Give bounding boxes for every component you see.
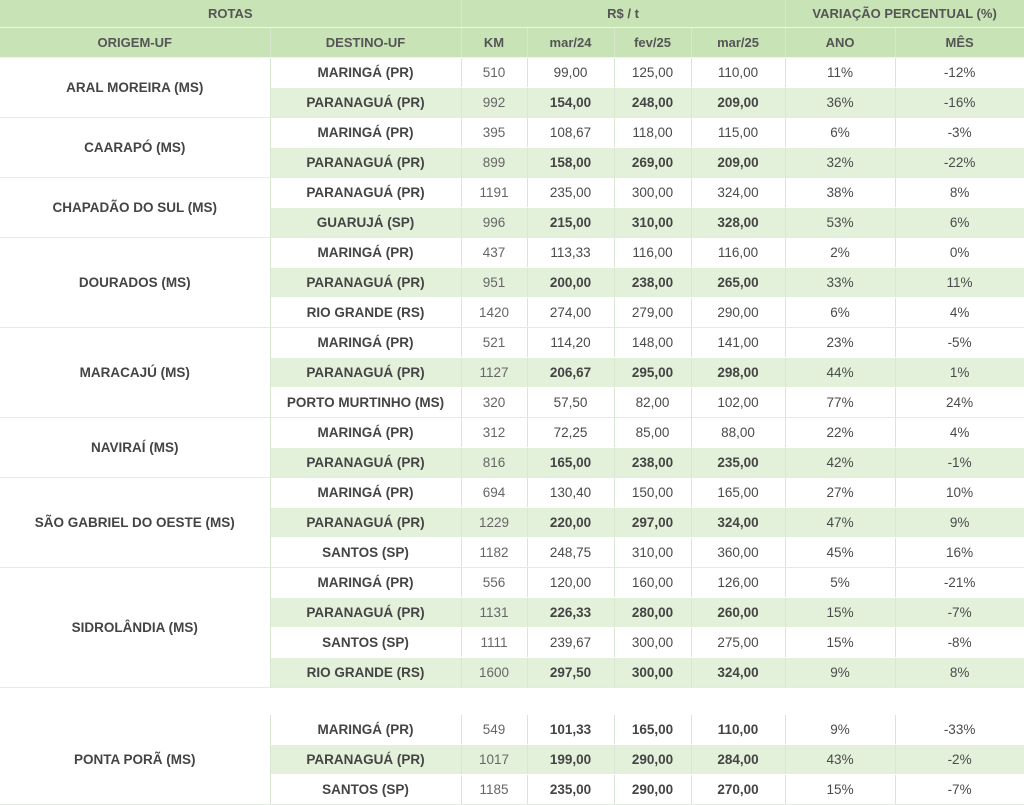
mar25-cell: 110,00 [691, 715, 785, 745]
mar24-cell: 220,00 [527, 508, 614, 538]
fev25-cell: 125,00 [614, 58, 691, 88]
mar24-cell: 72,25 [527, 418, 614, 448]
destination-cell: PARANAGUÁ (PR) [270, 268, 461, 298]
fev25-cell: 118,00 [614, 118, 691, 148]
month-variation-cell: 8% [895, 658, 1024, 688]
destination-cell: MARINGÁ (PR) [270, 328, 461, 358]
month-variation-cell: 4% [895, 418, 1024, 448]
mar24-cell: 206,67 [527, 358, 614, 388]
km-cell: 521 [461, 328, 527, 358]
col-destination: DESTINO-UF [270, 28, 461, 58]
table-header [0, 0, 1024, 58]
km-cell: 1017 [461, 745, 527, 775]
destination-cell: MARINGÁ (PR) [270, 58, 461, 88]
year-variation-cell: 6% [785, 118, 895, 148]
month-variation-cell: -21% [895, 568, 1024, 598]
header-price: R$ / t [461, 0, 785, 28]
mar25-cell: 88,00 [691, 418, 785, 448]
month-variation-cell: 10% [895, 478, 1024, 508]
fev25-cell: 85,00 [614, 418, 691, 448]
origin-cell: CHAPADÃO DO SUL (MS) [0, 178, 270, 238]
table-row [0, 418, 1024, 448]
fev25-cell: 116,00 [614, 238, 691, 268]
destination-cell: PARANAGUÁ (PR) [270, 598, 461, 628]
year-variation-cell: 42% [785, 448, 895, 478]
col-mar25: mar/25 [691, 28, 785, 58]
destination-cell: PARANAGUÁ (PR) [270, 358, 461, 388]
table-row [0, 568, 1024, 598]
km-cell: 1420 [461, 298, 527, 328]
fev25-cell: 279,00 [614, 298, 691, 328]
year-variation-cell: 22% [785, 418, 895, 448]
destination-cell: PARANAGUÁ (PR) [270, 448, 461, 478]
km-cell: 437 [461, 238, 527, 268]
table-row [0, 328, 1024, 358]
table-row [0, 238, 1024, 268]
mar25-cell: 298,00 [691, 358, 785, 388]
col-km: KM [461, 28, 527, 58]
destination-cell: MARINGÁ (PR) [270, 238, 461, 268]
km-cell: 816 [461, 448, 527, 478]
origin-cell: ARAL MOREIRA (MS) [0, 58, 270, 118]
km-cell: 996 [461, 208, 527, 238]
km-cell: 1131 [461, 598, 527, 628]
fev25-cell: 165,00 [614, 715, 691, 745]
km-cell: 312 [461, 418, 527, 448]
table-row [0, 478, 1024, 508]
mar24-cell: 57,50 [527, 388, 614, 418]
month-variation-cell: -3% [895, 118, 1024, 148]
header-variation: VARIAÇÃO PERCENTUAL (%) [785, 0, 1024, 28]
month-variation-cell: -8% [895, 628, 1024, 658]
fev25-cell: 160,00 [614, 568, 691, 598]
col-fev25: fev/25 [614, 28, 691, 58]
fev25-cell: 300,00 [614, 178, 691, 208]
mar24-cell: 154,00 [527, 88, 614, 118]
month-variation-cell: -16% [895, 88, 1024, 118]
destination-cell: RIO GRANDE (RS) [270, 298, 461, 328]
col-origin: ORIGEM-UF [0, 28, 270, 58]
km-cell: 1229 [461, 508, 527, 538]
month-variation-cell: -5% [895, 328, 1024, 358]
mar24-cell: 165,00 [527, 448, 614, 478]
year-variation-cell: 45% [785, 538, 895, 568]
mar25-cell: 275,00 [691, 628, 785, 658]
col-mar24: mar/24 [527, 28, 614, 58]
table-body [0, 58, 1024, 688]
mar25-cell: 116,00 [691, 238, 785, 268]
month-variation-cell: 1% [895, 358, 1024, 388]
km-cell: 992 [461, 88, 527, 118]
destination-cell: SANTOS (SP) [270, 775, 461, 805]
destination-cell: PARANAGUÁ (PR) [270, 745, 461, 775]
origin-cell: MARACAJÚ (MS) [0, 328, 270, 418]
mar25-cell: 324,00 [691, 508, 785, 538]
mar25-cell: 165,00 [691, 478, 785, 508]
month-variation-cell: -22% [895, 148, 1024, 178]
km-cell: 1182 [461, 538, 527, 568]
mar24-cell: 108,67 [527, 118, 614, 148]
year-variation-cell: 15% [785, 598, 895, 628]
year-variation-cell: 2% [785, 238, 895, 268]
mar25-cell: 126,00 [691, 568, 785, 598]
origin-cell: NAVIRAÍ (MS) [0, 418, 270, 478]
destination-cell: GUARUJÁ (SP) [270, 208, 461, 238]
origin-cell: SIDROLÂNDIA (MS) [0, 568, 270, 688]
mar24-cell: 130,40 [527, 478, 614, 508]
year-variation-cell: 77% [785, 388, 895, 418]
table-spacer [0, 688, 1024, 716]
destination-cell: MARINGÁ (PR) [270, 118, 461, 148]
km-cell: 549 [461, 715, 527, 745]
destination-cell: SANTOS (SP) [270, 538, 461, 568]
month-variation-cell: 16% [895, 538, 1024, 568]
month-variation-cell: -12% [895, 58, 1024, 88]
destination-cell: MARINGÁ (PR) [270, 478, 461, 508]
mar24-cell: 113,33 [527, 238, 614, 268]
header-routes: ROTAS [0, 0, 461, 28]
destination-cell: MARINGÁ (PR) [270, 568, 461, 598]
destination-cell: PARANAGUÁ (PR) [270, 88, 461, 118]
km-cell: 899 [461, 148, 527, 178]
mar25-cell: 235,00 [691, 448, 785, 478]
fev25-cell: 280,00 [614, 598, 691, 628]
month-variation-cell: 0% [895, 238, 1024, 268]
km-cell: 556 [461, 568, 527, 598]
mar24-cell: 158,00 [527, 148, 614, 178]
fev25-cell: 82,00 [614, 388, 691, 418]
fev25-cell: 248,00 [614, 88, 691, 118]
origin-cell: SÃO GABRIEL DO OESTE (MS) [0, 478, 270, 568]
km-cell: 694 [461, 478, 527, 508]
km-cell: 510 [461, 58, 527, 88]
origin-cell: DOURADOS (MS) [0, 238, 270, 328]
month-variation-cell: -1% [895, 448, 1024, 478]
mar24-cell: 297,50 [527, 658, 614, 688]
km-cell: 1600 [461, 658, 527, 688]
mar24-cell: 215,00 [527, 208, 614, 238]
table-row [0, 118, 1024, 148]
destination-cell: PARANAGUÁ (PR) [270, 178, 461, 208]
fev25-cell: 300,00 [614, 628, 691, 658]
month-variation-cell: 11% [895, 268, 1024, 298]
spacer-cell [0, 688, 1024, 716]
year-variation-cell: 33% [785, 268, 895, 298]
destination-cell: RIO GRANDE (RS) [270, 658, 461, 688]
year-variation-cell: 47% [785, 508, 895, 538]
month-variation-cell: -2% [895, 745, 1024, 775]
origin-cell: PONTA PORÃ (MS) [0, 715, 270, 805]
km-cell: 951 [461, 268, 527, 298]
mar24-cell: 101,33 [527, 715, 614, 745]
fev25-cell: 238,00 [614, 268, 691, 298]
mar25-cell: 209,00 [691, 148, 785, 178]
mar25-cell: 324,00 [691, 658, 785, 688]
km-cell: 395 [461, 118, 527, 148]
fev25-cell: 290,00 [614, 775, 691, 805]
month-variation-cell: 6% [895, 208, 1024, 238]
destination-cell: SANTOS (SP) [270, 628, 461, 658]
fev25-cell: 150,00 [614, 478, 691, 508]
mar24-cell: 235,00 [527, 775, 614, 805]
year-variation-cell: 11% [785, 58, 895, 88]
col-year: ANO [785, 28, 895, 58]
fev25-cell: 310,00 [614, 208, 691, 238]
km-cell: 1111 [461, 628, 527, 658]
km-cell: 320 [461, 388, 527, 418]
mar25-cell: 290,00 [691, 298, 785, 328]
origin-cell: CAARAPÓ (MS) [0, 118, 270, 178]
mar24-cell: 248,75 [527, 538, 614, 568]
month-variation-cell: 4% [895, 298, 1024, 328]
fev25-cell: 148,00 [614, 328, 691, 358]
month-variation-cell: -7% [895, 775, 1024, 805]
mar25-cell: 270,00 [691, 775, 785, 805]
mar25-cell: 115,00 [691, 118, 785, 148]
km-cell: 1185 [461, 775, 527, 805]
year-variation-cell: 5% [785, 568, 895, 598]
year-variation-cell: 9% [785, 715, 895, 745]
mar25-cell: 328,00 [691, 208, 785, 238]
fev25-cell: 290,00 [614, 745, 691, 775]
year-variation-cell: 44% [785, 358, 895, 388]
fev25-cell: 269,00 [614, 148, 691, 178]
mar25-cell: 102,00 [691, 388, 785, 418]
fev25-cell: 310,00 [614, 538, 691, 568]
year-variation-cell: 15% [785, 628, 895, 658]
mar24-cell: 120,00 [527, 568, 614, 598]
fev25-cell: 295,00 [614, 358, 691, 388]
destination-cell: PARANAGUÁ (PR) [270, 508, 461, 538]
month-variation-cell: 8% [895, 178, 1024, 208]
mar25-cell: 284,00 [691, 745, 785, 775]
mar25-cell: 260,00 [691, 598, 785, 628]
mar24-cell: 226,33 [527, 598, 614, 628]
mar25-cell: 360,00 [691, 538, 785, 568]
fev25-cell: 300,00 [614, 658, 691, 688]
destination-cell: PORTO MURTINHO (MS) [270, 388, 461, 418]
year-variation-cell: 43% [785, 745, 895, 775]
fev25-cell: 297,00 [614, 508, 691, 538]
year-variation-cell: 27% [785, 478, 895, 508]
month-variation-cell: 24% [895, 388, 1024, 418]
table-row [0, 715, 1024, 745]
year-variation-cell: 53% [785, 208, 895, 238]
table-row [0, 58, 1024, 88]
mar24-cell: 99,00 [527, 58, 614, 88]
mar24-cell: 114,20 [527, 328, 614, 358]
mar24-cell: 274,00 [527, 298, 614, 328]
fev25-cell: 238,00 [614, 448, 691, 478]
year-variation-cell: 23% [785, 328, 895, 358]
destination-cell: MARINGÁ (PR) [270, 418, 461, 448]
km-cell: 1127 [461, 358, 527, 388]
year-variation-cell: 32% [785, 148, 895, 178]
mar24-cell: 239,67 [527, 628, 614, 658]
km-cell: 1191 [461, 178, 527, 208]
destination-cell: PARANAGUÁ (PR) [270, 148, 461, 178]
destination-cell: MARINGÁ (PR) [270, 715, 461, 745]
mar24-cell: 235,00 [527, 178, 614, 208]
mar25-cell: 324,00 [691, 178, 785, 208]
year-variation-cell: 15% [785, 775, 895, 805]
mar25-cell: 110,00 [691, 58, 785, 88]
year-variation-cell: 36% [785, 88, 895, 118]
year-variation-cell: 9% [785, 658, 895, 688]
mar25-cell: 141,00 [691, 328, 785, 358]
mar25-cell: 265,00 [691, 268, 785, 298]
col-month: MÊS [895, 28, 1024, 58]
table-row [0, 178, 1024, 208]
month-variation-cell: -33% [895, 715, 1024, 745]
mar24-cell: 199,00 [527, 745, 614, 775]
month-variation-cell: 9% [895, 508, 1024, 538]
year-variation-cell: 6% [785, 298, 895, 328]
mar24-cell: 200,00 [527, 268, 614, 298]
month-variation-cell: -7% [895, 598, 1024, 628]
year-variation-cell: 38% [785, 178, 895, 208]
mar25-cell: 209,00 [691, 88, 785, 118]
